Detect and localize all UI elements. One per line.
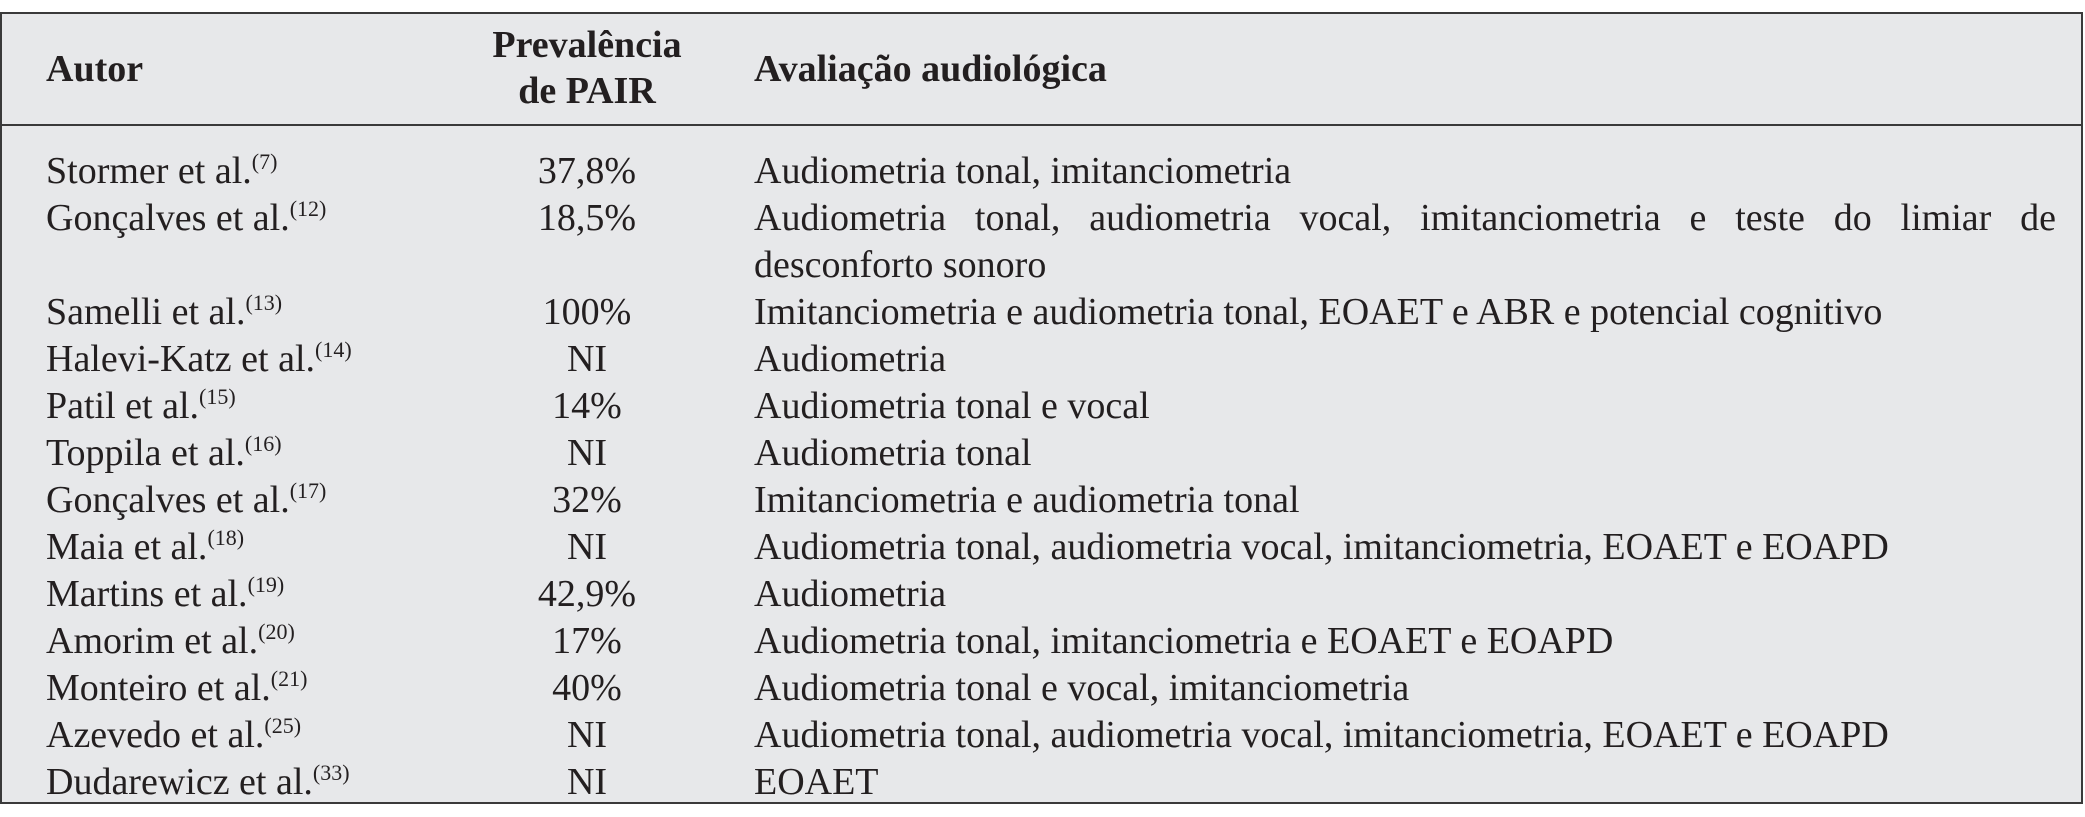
cell-prevalencia: NI [566,714,608,756]
table-row [2,148,2081,195]
cell-prevalencia: NI [566,761,608,803]
reference-number: (18) [207,525,245,550]
cell-prevalencia: NI [566,432,608,474]
header-prevalencia-line2: de PAIR [518,70,656,112]
table-row [2,477,2081,524]
reference-number: (15) [199,384,236,409]
reference-number: (20) [258,619,295,644]
cell-avaliacao: Imitanciometria e audiometria tonal [754,479,1300,521]
cell-autor: Amorim et al.$^{(20)}$ [46,619,295,662]
cell-avaliacao: Audiometria tonal, imitanciometria [754,150,1292,192]
cell-avaliacao: Audiometria tonal, imitanciometria e EOAET e EOAPD [754,620,1614,662]
cell-avaliacao: Audiometria tonal, audiometria vocal, imitanciometria, EOAET e EOAPD [754,714,1889,756]
reference-number: (25) [264,713,302,738]
cell-prevalencia: 32% [552,479,622,521]
cell-avaliacao: Audiometria tonal e vocal [754,385,1150,427]
table-row [2,712,2081,759]
cell-autor: Samelli et al.$^{(13)}$ [46,290,283,333]
reference-number: (14) [315,337,352,362]
header-prevalencia-line1: Prevalência [492,24,682,66]
cell-prevalencia: 14% [552,385,622,427]
header-autor: Autor [46,48,144,90]
cell-prevalencia: 100% [542,291,632,333]
cell-autor: Maia et al.$^{(18)}$ [46,525,245,568]
reference-number: (21) [270,666,308,691]
header-prevalencia [472,22,702,114]
studies-table [0,12,2083,804]
reference-number: (16) [244,431,282,456]
cell-avaliacao: Audiometria tonal, audiometria vocal, imitanciometria e teste do limiar de desconforto sonoro [754,197,2056,286]
cell-autor: Halevi-Katz et al.$^{(14)}$ [46,337,352,380]
table-row [2,759,2081,806]
cell-autor: Azevedo et al.$^{(25)}$ [46,713,302,756]
cell-prevalencia: 18,5% [537,197,637,239]
cell-avaliacao: Audiometria [754,573,947,615]
cell-autor: Dudarewicz et al.$^{(33)}$ [46,760,350,803]
reference-number: (33) [312,760,350,785]
cell-prevalencia: 17% [552,620,622,662]
cell-prevalencia: 42,9% [537,573,637,615]
cell-autor: Patil et al.$^{(15)}$ [46,384,236,427]
table-row [2,383,2081,430]
reference-number: (17) [289,478,327,503]
table-body [2,148,2081,806]
reference-number: (19) [247,572,285,597]
reference-number: (12) [289,196,327,221]
table-row [2,571,2081,618]
table-row [2,524,2081,571]
cell-avaliacao: Audiometria tonal [754,432,1032,474]
cell-autor: Martins et al.$^{(19)}$ [46,572,285,615]
table-row [2,289,2081,336]
table-row [2,195,2081,289]
cell-avaliacao: Audiometria tonal, audiometria vocal, imitanciometria, EOAET e EOAPD [754,526,1889,568]
cell-prevalencia: 40% [552,667,622,709]
cell-autor: Gonçalves et al.$^{(17)}$ [46,478,327,521]
table-row [2,430,2081,477]
cell-autor: Gonçalves et al.$^{(12)}$ [46,196,327,239]
cell-avaliacao: EOAET [754,761,879,803]
table-row [2,618,2081,665]
table-header [2,14,2081,126]
reference-number: (7) [251,149,278,174]
header-avaliacao: Avaliação audiológica [754,48,1107,90]
reference-number: (13) [245,290,283,315]
cell-autor: Monteiro et al.$^{(21)}$ [46,666,308,709]
cell-prevalencia: 37,8% [537,150,637,192]
table-row [2,665,2081,712]
cell-autor: Stormer et al.$^{(7)}$ [46,149,278,192]
cell-prevalencia: NI [566,526,608,568]
table-row [2,336,2081,383]
cell-prevalencia: NI [566,338,608,380]
cell-avaliacao: Audiometria [754,338,947,380]
cell-avaliacao: Audiometria tonal e vocal, imitanciometria [754,667,1410,709]
cell-autor: Toppila et al.$^{(16)}$ [46,431,282,474]
cell-avaliacao: Imitanciometria e audiometria tonal, EOAET e ABR e potencial cognitivo [754,291,1883,333]
